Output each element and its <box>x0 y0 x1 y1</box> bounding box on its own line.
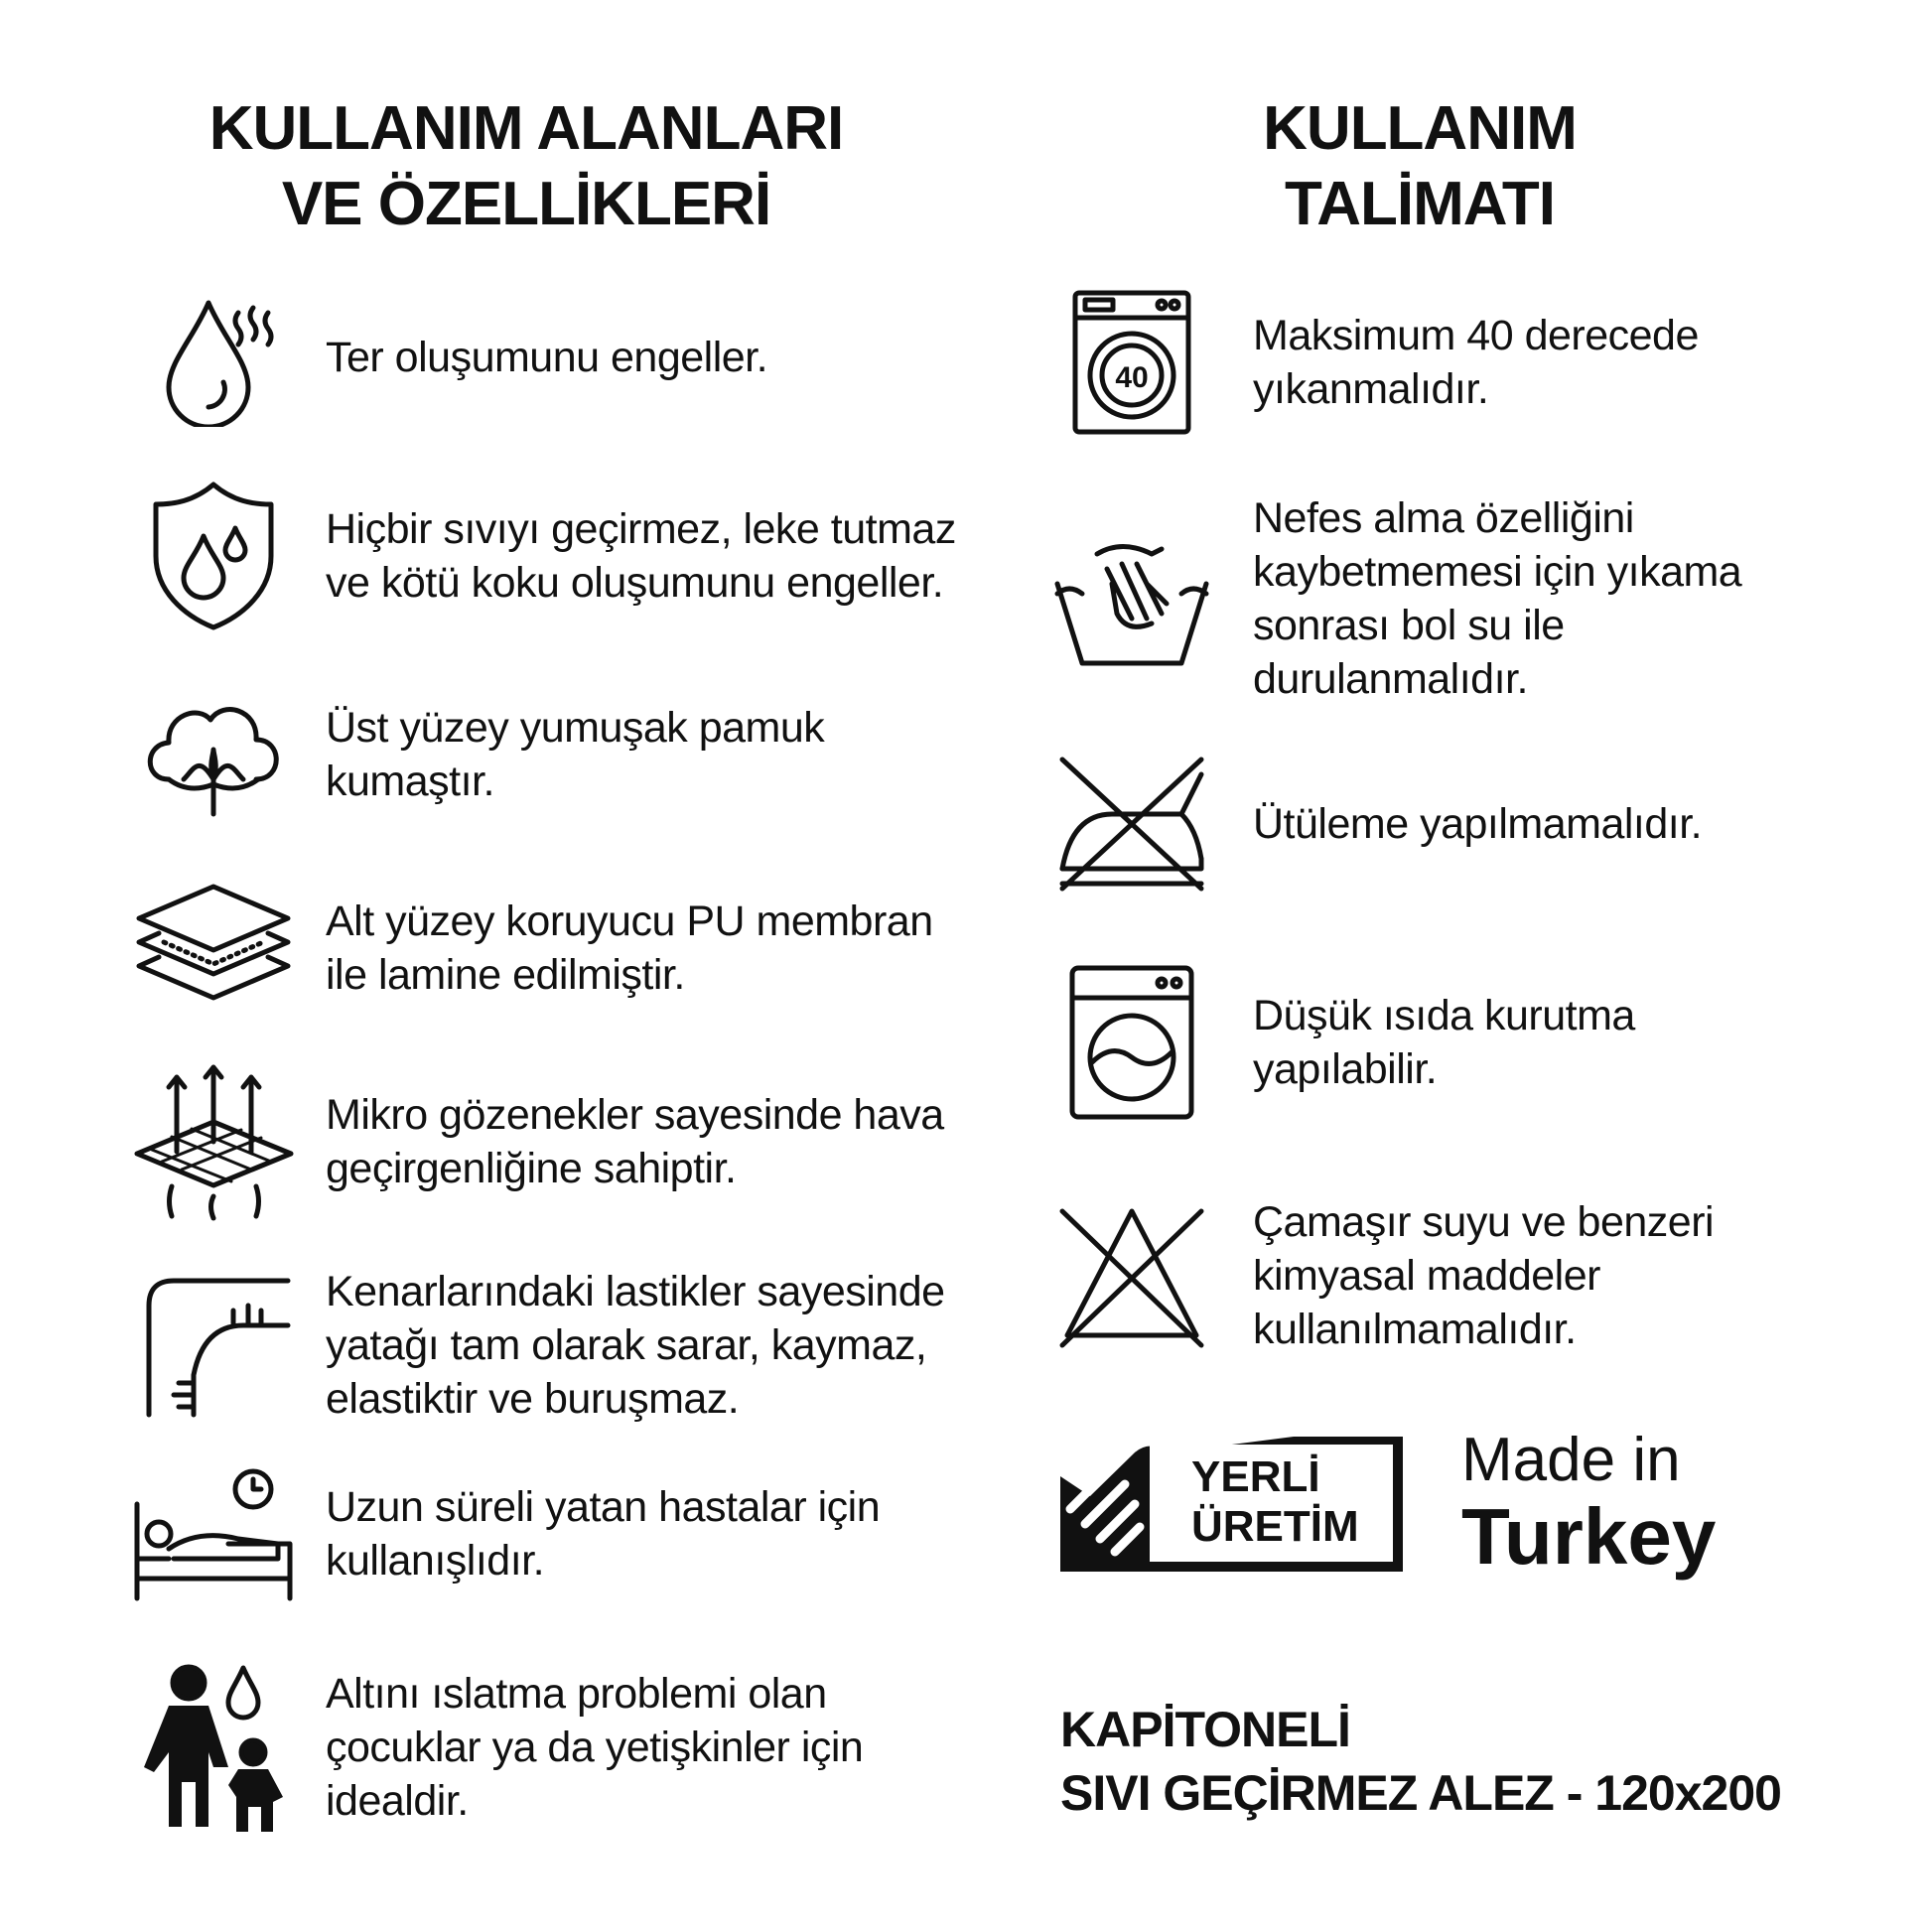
tumble-dry-icon <box>1052 963 1211 1122</box>
no-bleach-icon <box>1052 1196 1211 1355</box>
feature-text: Üst yüzey yumuşak pamuk kumaştır. <box>326 704 825 805</box>
feature-item <box>129 1261 1001 1430</box>
product-name <box>1060 1698 1781 1825</box>
instruction-item <box>1052 288 1769 437</box>
sweat-drop-icon <box>129 288 298 427</box>
made-in-line2: Turkey <box>1461 1492 1717 1581</box>
layers-icon <box>129 879 298 1018</box>
feature-text: Uzun süreli yatan hastalar için kullanışlıdır. <box>326 1483 881 1585</box>
wash-40-icon <box>1052 288 1211 437</box>
feature-text: Kenarlarındaki lastikler sayesinde yatağı tam olarak sarar, kaymaz, elastiktir ve buruşmaz. <box>326 1268 945 1423</box>
feature-text: Alt yüzey koruyucu PU membran ile lamine edilmiştir. <box>326 897 933 999</box>
patient-bed-icon <box>129 1464 298 1603</box>
instruction-text: Ütüleme yapılmamalıdır. <box>1253 800 1703 848</box>
product-line2: SIVI GEÇİRMEZ ALEZ - 120x200 <box>1060 1765 1781 1821</box>
feature-text: Ter oluşumunu engeller. <box>326 334 768 381</box>
feature-item <box>129 288 961 427</box>
breathable-fabric-icon <box>129 1062 298 1221</box>
product-line1: KAPİTONELİ <box>1060 1702 1350 1757</box>
instruction-text: Düşük ısıda kurutma yapılabilir. <box>1253 992 1635 1093</box>
elastic-corner-icon <box>129 1266 298 1425</box>
right-title <box>1122 91 1718 242</box>
yerli-uretim-logo <box>1060 1435 1403 1572</box>
feature-item <box>129 1459 961 1608</box>
feature-item <box>129 874 961 1023</box>
instruction-text: Çamaşır suyu ve benzeri kimyasal maddeler kullanılmamalıdır. <box>1253 1198 1715 1353</box>
made-in-line1: Made in <box>1461 1426 1681 1494</box>
feature-text: Mikro gözenekler sayesinde hava geçirgenliğine sahiptir. <box>326 1091 944 1192</box>
left-title-line1: KULLANIM ALANLARI <box>208 94 844 163</box>
no-iron-icon <box>1052 755 1211 894</box>
instruction-item <box>1052 963 1789 1122</box>
feature-text: Altını ıslatma problemi olan çocuklar ya da yetişkinler için idealdir. <box>326 1670 864 1825</box>
instruction-item <box>1052 491 1789 705</box>
instruction-item <box>1052 755 1789 894</box>
parent-child-icon <box>129 1658 298 1837</box>
logo-line1: YERLİ <box>1191 1452 1320 1501</box>
instruction-text: Nefes alma özelliğini kaybetmemesi için yıkama sonrası bol su ile durulanmalıdır. <box>1253 493 1742 703</box>
left-title <box>129 91 923 242</box>
shield-drop-icon <box>129 477 298 635</box>
hand-wash-icon <box>1052 524 1211 673</box>
feature-item <box>129 1658 941 1837</box>
made-in-turkey <box>1461 1426 1716 1579</box>
feature-item <box>129 685 921 824</box>
logo-line2: ÜRETİM <box>1191 1502 1359 1551</box>
cotton-icon <box>129 685 298 824</box>
feature-item <box>129 477 971 635</box>
right-title-line2: TALİMATI <box>1284 170 1556 238</box>
temperature-badge: 40 <box>1115 361 1149 394</box>
instruction-text: Maksimum 40 derecede yıkanmalıdır. <box>1253 312 1699 413</box>
instruction-item <box>1052 1191 1789 1360</box>
left-title-line2: VE ÖZELLİKLERİ <box>281 170 771 238</box>
feature-item <box>129 1062 961 1221</box>
feature-text: Hiçbir sıvıyı geçirmez, leke tutmaz ve kötü koku oluşumunu engeller. <box>326 505 956 607</box>
right-title-line1: KULLANIM <box>1263 94 1577 163</box>
